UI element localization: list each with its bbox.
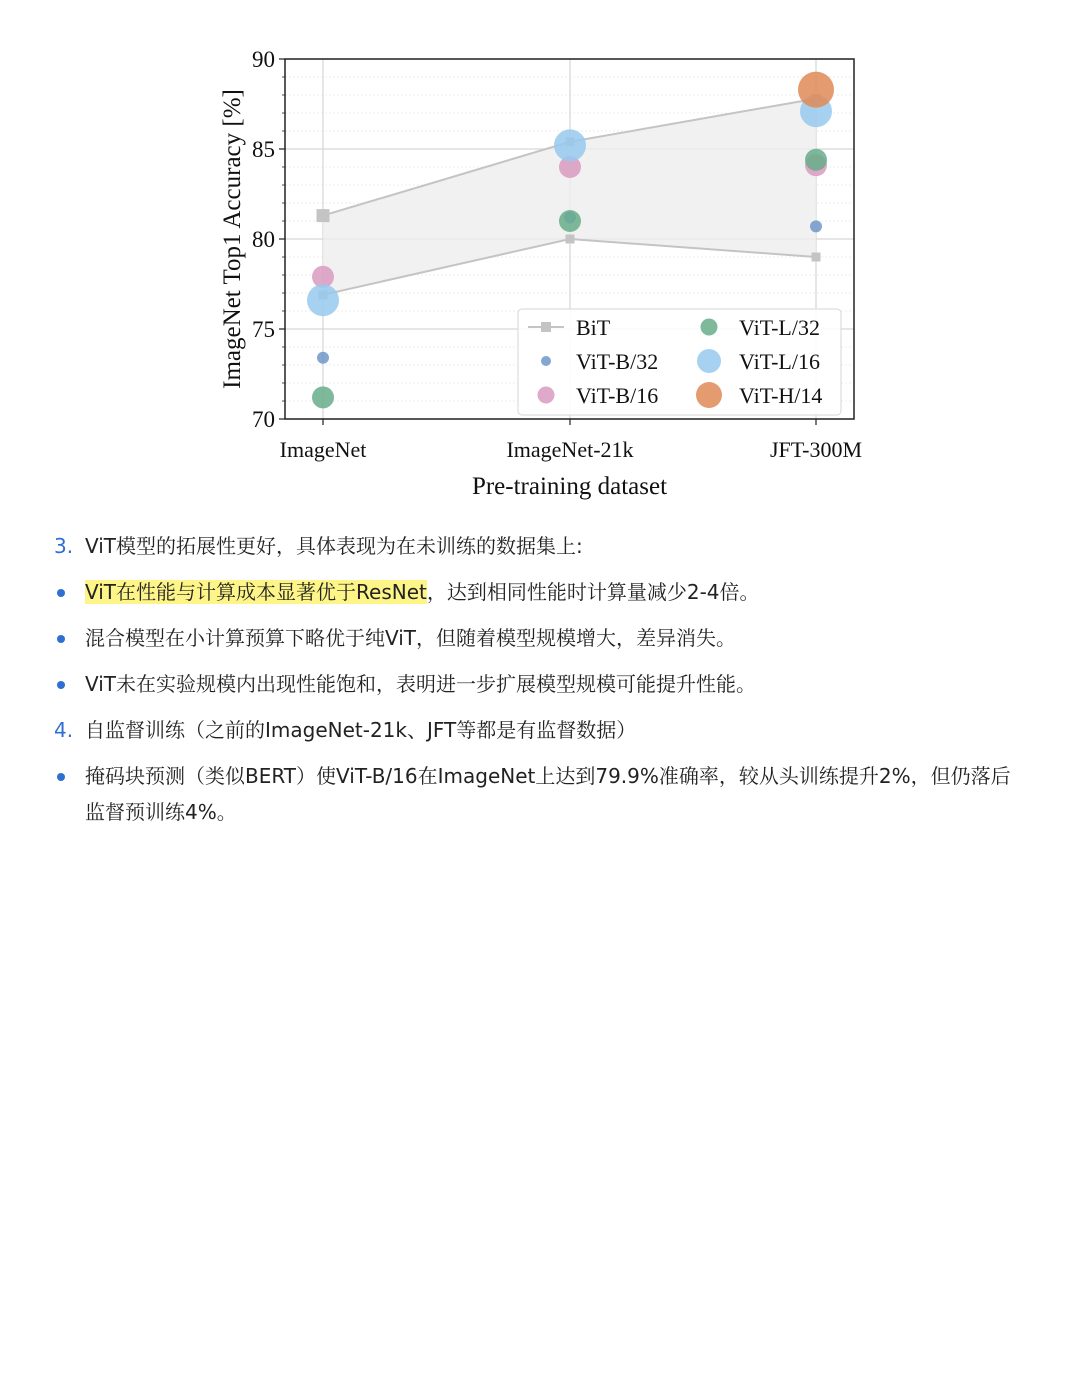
legend-label: ViT-B/32 — [576, 349, 659, 374]
data-point — [317, 352, 329, 364]
list-number: 4. — [54, 718, 74, 742]
bullet-icon — [57, 635, 65, 643]
legend-marker — [541, 356, 551, 366]
list-item — [54, 528, 1030, 564]
y-tick-label: 90 — [252, 47, 275, 72]
data-point — [559, 210, 581, 232]
x-tick-label: ImageNet-21k — [506, 437, 634, 462]
bit-point — [812, 253, 821, 262]
data-point — [307, 284, 339, 316]
legend-bit-marker — [541, 322, 551, 332]
y-tick-label: 80 — [252, 227, 275, 252]
list-item-text: 自监督训练（之前的ImageNet-21k、JFT等都是有监督数据） — [85, 718, 637, 742]
list-item-text: ，达到相同性能时计算量减少2-4倍。 — [426, 580, 760, 604]
y-axis-title: ImageNet Top1 Accuracy [%] — [219, 89, 246, 389]
list-item-text: 混合模型在小计算预算下略优于纯ViT，但随着模型规模增大，差异消失。 — [85, 626, 737, 650]
legend — [518, 309, 841, 415]
legend-label: ViT-L/16 — [739, 349, 820, 374]
x-axis-title: Pre-training dataset — [471, 473, 668, 500]
list-item-text: ViT未在实验规模内出现性能饱和，表明进一步扩展模型规模可能提升性能。 — [85, 672, 757, 696]
data-point — [805, 149, 827, 171]
y-tick-label: 85 — [252, 137, 275, 162]
list-number: 3. — [54, 534, 74, 558]
accuracy-chart — [0, 0, 1080, 515]
legend-marker — [538, 387, 555, 404]
list-item — [85, 758, 1030, 830]
bullet-icon — [57, 589, 65, 597]
list-item — [85, 666, 1030, 702]
data-point — [554, 129, 586, 161]
legend-label: ViT-B/16 — [576, 383, 659, 408]
list-item-text: 掩码块预测（类似BERT）使ViT-B/16在ImageNet上达到79.9%准确率，较从头训练提升2%，但仍落后监督预训练4%。 — [85, 764, 1011, 824]
data-point — [798, 72, 834, 108]
bullet-icon — [57, 773, 65, 781]
legend-label: ViT-L/32 — [739, 315, 820, 340]
data-point — [312, 386, 334, 408]
legend-marker — [696, 382, 722, 408]
notes-list — [0, 528, 1080, 840]
x-tick-label: ImageNet — [279, 437, 367, 462]
bit-point — [317, 209, 330, 222]
list-item — [54, 712, 1030, 748]
bit-band — [317, 94, 821, 299]
y-tick-label: 75 — [252, 317, 275, 342]
legend-label: BiT — [576, 315, 611, 340]
highlighted-text: ViT在性能与计算成本显著优于ResNet — [85, 580, 427, 604]
legend-marker — [701, 319, 718, 336]
bullet-icon — [57, 681, 65, 689]
legend-marker — [697, 349, 721, 373]
bit-point — [566, 235, 575, 244]
list-item — [85, 620, 1030, 656]
data-point — [810, 220, 822, 232]
list-item — [85, 574, 1030, 610]
y-tick-label: 70 — [252, 407, 275, 432]
legend-label: ViT-H/14 — [739, 383, 823, 408]
x-tick-label: JFT-300M — [769, 437, 863, 462]
list-item-text: ViT模型的拓展性更好，具体表现为在未训练的数据集上: — [85, 534, 583, 558]
